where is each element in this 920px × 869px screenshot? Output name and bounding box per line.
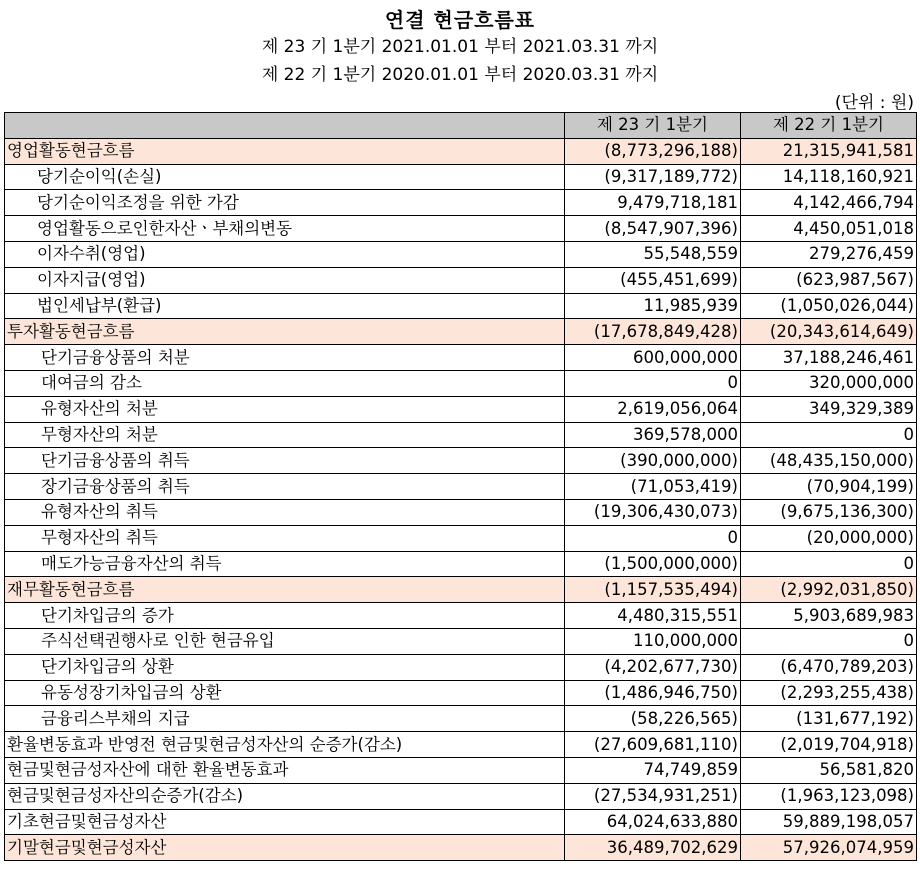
row-value-prior: 4,142,466,794 <box>741 190 917 216</box>
row-value-prior: (20,000,000) <box>741 525 917 551</box>
row-label: 현금및현금성자산에 대한 환율변동효과 <box>5 757 565 783</box>
table-row <box>5 835 917 861</box>
row-value-prior: 320,000,000 <box>741 370 917 396</box>
row-value-current: (1,500,000,000) <box>565 551 741 577</box>
row-value-current: 9,479,718,181 <box>565 190 741 216</box>
row-value-prior: 37,188,246,461 <box>741 345 917 371</box>
row-value-current: 600,000,000 <box>565 345 741 371</box>
row-value-prior: 0 <box>741 628 917 654</box>
row-value-current: (9,317,189,772) <box>565 164 741 190</box>
row-value-prior: (6,470,789,203) <box>741 654 917 680</box>
period-prior: 제 22 기 1분기 2020.01.01 부터 2020.03.31 까지 <box>261 65 659 85</box>
row-label: 대여금의 감소 <box>5 370 565 396</box>
statement-title: 연결 현금흐름표 <box>384 8 536 32</box>
row-label: 장기금융상품의 취득 <box>5 474 565 500</box>
header-cell-current: 제 23 기 1분기 <box>565 113 741 139</box>
table-row <box>5 396 917 422</box>
row-value-current: 36,489,702,629 <box>565 835 741 861</box>
row-label: 기초현금및현금성자산 <box>5 809 565 835</box>
table-row <box>5 551 917 577</box>
table-row <box>5 783 917 809</box>
cash-flow-table <box>4 112 917 861</box>
row-value-prior: (2,293,255,438) <box>741 680 917 706</box>
row-value-current: (58,226,565) <box>565 706 741 732</box>
row-value-current: (8,547,907,396) <box>565 216 741 242</box>
row-label: 무형자산의 처분 <box>5 422 565 448</box>
row-value-prior: 56,581,820 <box>741 757 917 783</box>
table-row <box>5 809 917 835</box>
row-value-current: (8,773,296,188) <box>565 138 741 164</box>
table-row <box>5 603 917 629</box>
row-label: 기말현금및현금성자산 <box>5 835 565 861</box>
row-label: 무형자산의 취득 <box>5 525 565 551</box>
row-value-prior: (2,992,031,850) <box>741 577 917 603</box>
row-value-prior: 57,926,074,959 <box>741 835 917 861</box>
unit-label: (단위 : 원) <box>834 93 914 113</box>
table-row <box>5 190 917 216</box>
table-row <box>5 757 917 783</box>
row-value-prior: (2,019,704,918) <box>741 732 917 758</box>
row-value-prior: (1,050,026,044) <box>741 293 917 319</box>
row-value-prior: 14,118,160,921 <box>741 164 917 190</box>
row-value-current: (455,451,699) <box>565 267 741 293</box>
row-label: 재무활동현금흐름 <box>5 577 565 603</box>
table-row <box>5 370 917 396</box>
row-label: 환율변동효과 반영전 현금및현금성자산의 순증가(감소) <box>5 732 565 758</box>
row-value-current: 110,000,000 <box>565 628 741 654</box>
table-row <box>5 628 917 654</box>
row-label: 금융리스부채의 지급 <box>5 706 565 732</box>
header-cell-prior: 제 22 기 1분기 <box>741 113 917 139</box>
row-label: 매도가능금융자산의 취득 <box>5 551 565 577</box>
row-value-current: 55,548,559 <box>565 241 741 267</box>
row-value-current: (1,157,535,494) <box>565 577 741 603</box>
row-value-current: (17,678,849,428) <box>565 319 741 345</box>
table-row <box>5 241 917 267</box>
row-value-prior: 21,315,941,581 <box>741 138 917 164</box>
row-value-prior: (70,904,199) <box>741 474 917 500</box>
row-value-current: 369,578,000 <box>565 422 741 448</box>
row-value-prior: (1,963,123,098) <box>741 783 917 809</box>
row-value-current: (19,306,430,073) <box>565 499 741 525</box>
row-label: 유동성장기차입금의 상환 <box>5 680 565 706</box>
row-value-prior: (623,987,567) <box>741 267 917 293</box>
table-row <box>5 732 917 758</box>
row-label: 단기금융상품의 취득 <box>5 448 565 474</box>
row-value-prior: (9,675,136,300) <box>741 499 917 525</box>
table-row <box>5 680 917 706</box>
row-label: 영업활동으로인한자산ㆍ부채의변동 <box>5 216 565 242</box>
row-label: 현금및현금성자산의순증가(감소) <box>5 783 565 809</box>
row-label: 영업활동현금흐름 <box>5 138 565 164</box>
row-label: 주식선택권행사로 인한 현금유입 <box>5 628 565 654</box>
row-value-current: 74,749,859 <box>565 757 741 783</box>
row-value-current: (27,534,931,251) <box>565 783 741 809</box>
row-label: 유형자산의 처분 <box>5 396 565 422</box>
row-label: 투자활동현금흐름 <box>5 319 565 345</box>
row-label: 법인세납부(환급) <box>5 293 565 319</box>
row-value-current: 64,024,633,880 <box>565 809 741 835</box>
table-row <box>5 525 917 551</box>
table-row <box>5 654 917 680</box>
table-row <box>5 577 917 603</box>
row-value-current: (71,053,419) <box>565 474 741 500</box>
row-value-prior: (48,435,150,000) <box>741 448 917 474</box>
row-value-current: 2,619,056,064 <box>565 396 741 422</box>
row-label: 단기금융상품의 처분 <box>5 345 565 371</box>
row-label: 단기차입금의 증가 <box>5 603 565 629</box>
header-cell-label <box>5 113 565 139</box>
row-label: 이자지급(영업) <box>5 267 565 293</box>
table-row <box>5 267 917 293</box>
table-row <box>5 216 917 242</box>
table-row <box>5 164 917 190</box>
table-row <box>5 293 917 319</box>
row-value-prior: 5,903,689,983 <box>741 603 917 629</box>
row-value-prior: 349,329,389 <box>741 396 917 422</box>
table-row <box>5 499 917 525</box>
table-row <box>5 138 917 164</box>
row-value-prior: 0 <box>741 422 917 448</box>
row-value-current: 4,480,315,551 <box>565 603 741 629</box>
row-value-current: (27,609,681,110) <box>565 732 741 758</box>
row-value-current: (4,202,677,730) <box>565 654 741 680</box>
row-value-prior: 0 <box>741 551 917 577</box>
table-header-row <box>5 113 917 139</box>
table-row <box>5 448 917 474</box>
table-row <box>5 706 917 732</box>
table-row <box>5 345 917 371</box>
table-row <box>5 319 917 345</box>
row-value-current: 0 <box>565 370 741 396</box>
row-value-prior: (20,343,614,649) <box>741 319 917 345</box>
period-current: 제 23 기 1분기 2021.01.01 부터 2021.03.31 까지 <box>261 37 659 57</box>
row-label: 이자수취(영업) <box>5 241 565 267</box>
row-label: 단기차입금의 상환 <box>5 654 565 680</box>
row-value-prior: 279,276,459 <box>741 241 917 267</box>
table-row <box>5 474 917 500</box>
row-label: 당기순이익(손실) <box>5 164 565 190</box>
row-label: 유형자산의 취득 <box>5 499 565 525</box>
row-value-current: (390,000,000) <box>565 448 741 474</box>
row-value-prior: 4,450,051,018 <box>741 216 917 242</box>
row-value-prior: 59,889,198,057 <box>741 809 917 835</box>
row-value-current: (1,486,946,750) <box>565 680 741 706</box>
row-value-prior: (131,677,192) <box>741 706 917 732</box>
row-value-current: 0 <box>565 525 741 551</box>
row-value-current: 11,985,939 <box>565 293 741 319</box>
table-row <box>5 422 917 448</box>
row-label: 당기순이익조정을 위한 가감 <box>5 190 565 216</box>
